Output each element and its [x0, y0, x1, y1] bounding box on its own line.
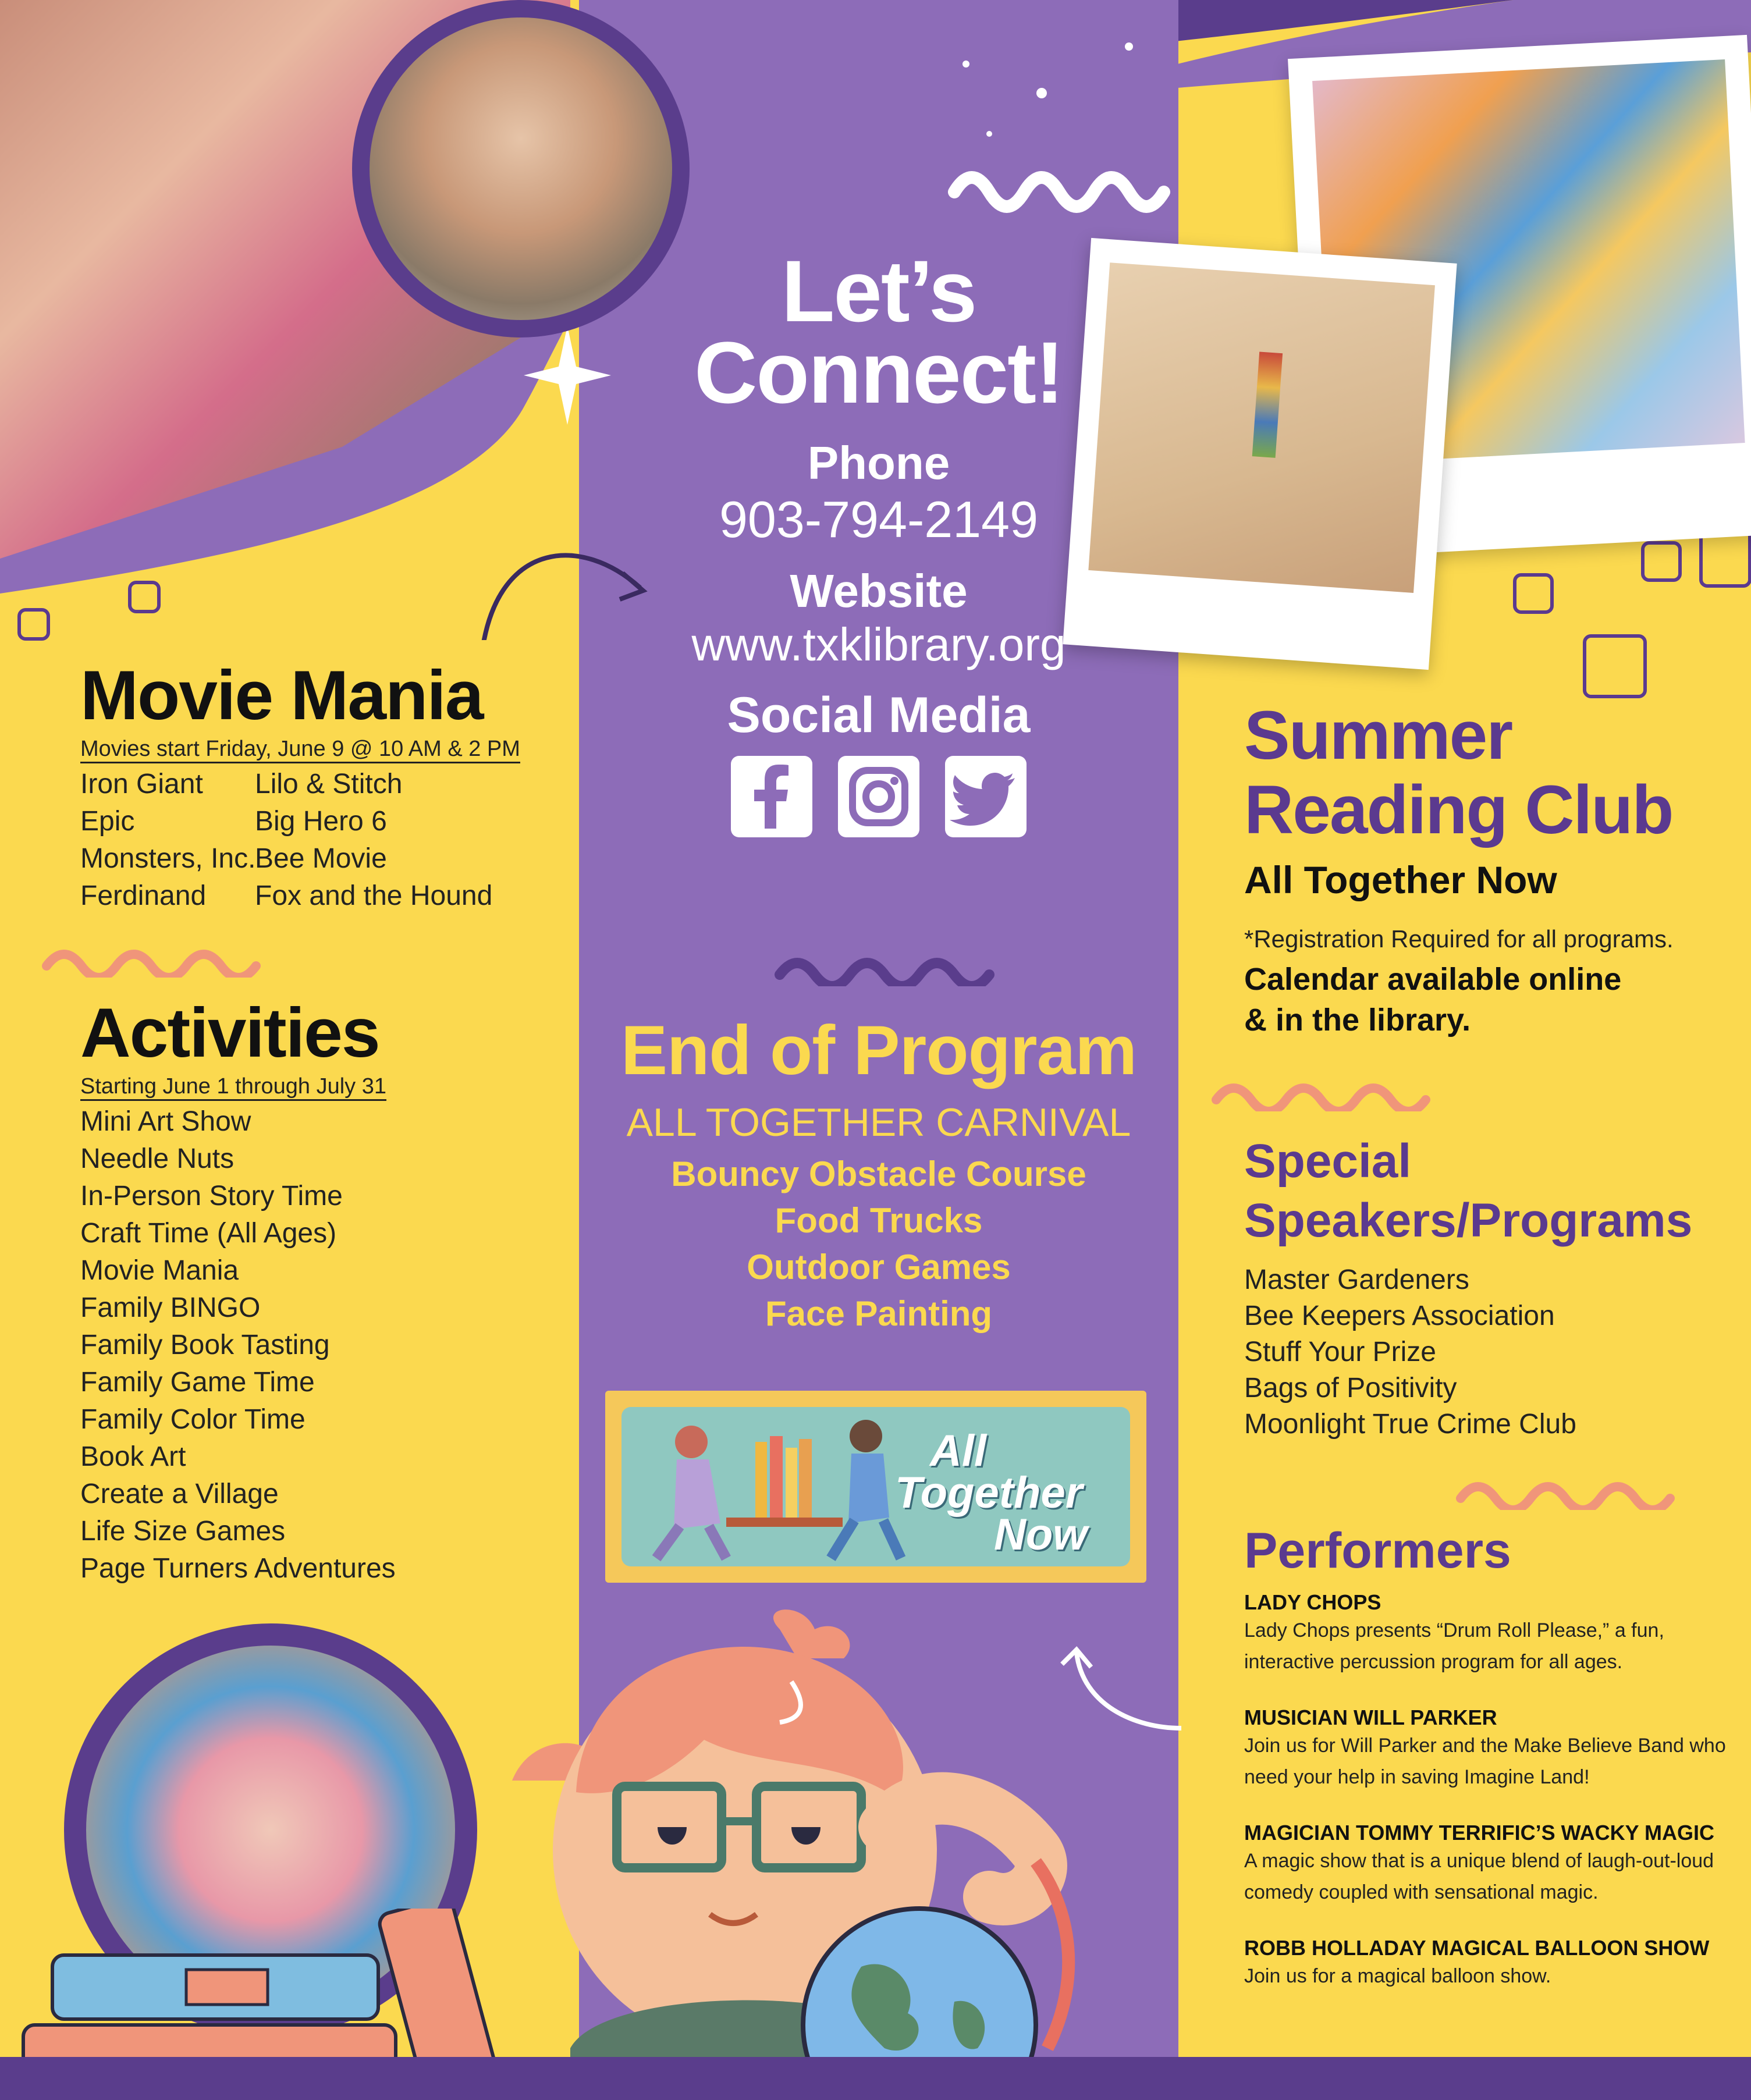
connect-section — [579, 242, 1178, 837]
speaker-item: Stuff Your Prize — [1244, 1337, 1436, 1367]
performers-section — [1244, 1522, 1745, 1992]
movie-item: Bee Movie — [255, 843, 387, 874]
speakers-title-line2: Speakers/Programs — [1244, 1194, 1693, 1247]
carnival-item: Outdoor Games — [747, 1248, 1011, 1287]
performer-name: LADY CHOPS — [1244, 1590, 1381, 1614]
activity-item: Page Turners Adventures — [80, 1553, 396, 1584]
phone-label: Phone — [807, 437, 950, 489]
connect-title-line2: Connect! — [694, 324, 1063, 421]
bottom-purple-band — [0, 2057, 1751, 2100]
activities-section — [80, 995, 557, 1587]
carnival-item: Food Trucks — [775, 1201, 983, 1240]
performer-desc: comedy coupled with sensational magic. — [1244, 1881, 1599, 1903]
purple-wave-divider — [774, 951, 995, 986]
movie-item: Iron Giant — [80, 769, 203, 800]
salmon-wave-divider — [41, 943, 262, 978]
movie-item: Epic — [80, 806, 135, 837]
phone-number[interactable]: 903-794-2149 — [719, 491, 1039, 548]
banner-text-line: Together — [895, 1468, 1083, 1518]
performer-desc: A magic show that is a unique blend of laugh-out-loud — [1244, 1850, 1714, 1872]
activity-item: Book Art — [80, 1441, 186, 1472]
movie-mania-title: Movie Mania — [80, 656, 483, 734]
instagram-icon[interactable] — [838, 756, 919, 837]
all-together-now-banner — [605, 1391, 1146, 1583]
performer-desc: Lady Chops presents “Drum Roll Please,” a fun, — [1244, 1619, 1664, 1641]
performer-desc: Join us for Will Parker and the Make Believe Band who — [1244, 1735, 1726, 1757]
summer-title-line1: Summer — [1244, 697, 1512, 774]
movie-mania-section — [80, 658, 557, 915]
calendar-line2: & in the library. — [1244, 1003, 1471, 1037]
performer-desc: need your help in saving Imagine Land! — [1244, 1766, 1590, 1788]
social-media-label: Social Media — [727, 687, 1031, 743]
speaker-item: Master Gardeners — [1244, 1264, 1469, 1295]
speakers-title-line1: Special — [1244, 1135, 1412, 1188]
activities-title: Activities — [80, 994, 379, 1072]
performer-name: ROBB HOLLADAY MAGICAL BALLOON SHOW — [1244, 1936, 1710, 1960]
performer-name: MUSICIAN WILL PARKER — [1244, 1705, 1497, 1729]
curved-arrow-up — [1047, 1629, 1199, 1746]
performer-desc: interactive percussion program for all ages. — [1244, 1651, 1623, 1673]
calendar-line1: Calendar available online — [1244, 962, 1622, 997]
website-link[interactable]: www.txklibrary.org — [691, 619, 1066, 670]
banner-text-line: Now — [994, 1510, 1088, 1559]
performer-name: MAGICIAN TOMMY TERRIFIC’S WACKY MAGIC — [1244, 1821, 1715, 1845]
decor-square — [1513, 573, 1554, 614]
activity-item: Movie Mania — [80, 1255, 239, 1286]
decor-square — [1583, 634, 1647, 698]
website-label: Website — [790, 565, 968, 617]
activity-item: In-Person Story Time — [80, 1181, 343, 1211]
movie-item: Ferdinand — [80, 880, 207, 911]
activity-item: Craft Time (All Ages) — [80, 1218, 337, 1249]
activities-subtitle: Starting June 1 through July 31 — [80, 1074, 386, 1101]
summer-tagline: All Together Now — [1244, 858, 1557, 901]
activity-item: Create a Village — [80, 1479, 279, 1509]
registration-note: *Registration Required for all programs. — [1244, 925, 1674, 953]
speaker-item: Bee Keepers Association — [1244, 1300, 1555, 1331]
activity-item: Family BINGO — [80, 1292, 261, 1323]
social-icons-row — [579, 756, 1178, 837]
twitter-icon[interactable] — [945, 756, 1027, 837]
summer-reading-section — [1244, 698, 1745, 1040]
performers-title: Performers — [1244, 1523, 1511, 1579]
carnival-subtitle: ALL TOGETHER CARNIVAL — [626, 1100, 1131, 1145]
salmon-wave-divider — [1210, 1076, 1432, 1111]
activity-item: Family Color Time — [80, 1404, 306, 1435]
banner-text-line: All — [930, 1426, 987, 1476]
movie-item: Big Hero 6 — [255, 806, 387, 837]
connect-title-line1: Let’s — [781, 242, 976, 340]
activity-item: Mini Art Show — [80, 1106, 251, 1137]
carnival-item: Face Painting — [765, 1294, 993, 1333]
decor-square — [17, 608, 50, 641]
performer-desc: Join us for a magical balloon show. — [1244, 1965, 1551, 1987]
activity-item: Family Book Tasting — [80, 1330, 330, 1360]
activity-item: Family Game Time — [80, 1367, 315, 1398]
speaker-item: Moonlight True Crime Club — [1244, 1409, 1576, 1440]
activity-item: Life Size Games — [80, 1516, 286, 1547]
movie-item: Monsters, Inc. — [80, 843, 256, 874]
end-program-title: End of Program — [620, 1011, 1137, 1089]
decor-square — [1641, 541, 1682, 582]
end-program-section — [579, 1012, 1178, 1337]
speaker-item: Bags of Positivity — [1244, 1373, 1457, 1403]
speakers-section — [1244, 1132, 1745, 1442]
activity-item: Needle Nuts — [80, 1143, 235, 1174]
decor-square — [128, 581, 161, 613]
facebook-icon[interactable] — [731, 756, 812, 837]
banner-text — [895, 1426, 1128, 1559]
salmon-wave-divider — [1455, 1475, 1676, 1510]
carnival-item: Bouncy Obstacle Course — [671, 1154, 1086, 1193]
movie-item: Lilo & Stitch — [255, 769, 403, 800]
movie-item: Fox and the Hound — [255, 880, 493, 911]
movie-mania-subtitle: Movies start Friday, June 9 @ 10 AM & 2 PM — [80, 737, 520, 763]
summer-title-line2: Reading Club — [1244, 772, 1673, 848]
